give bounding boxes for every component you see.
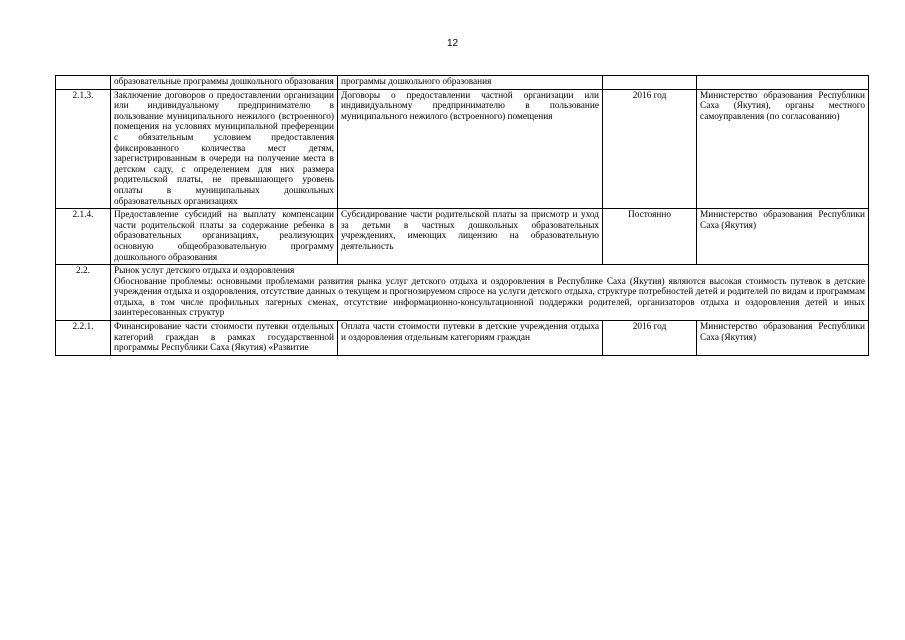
section-title: Рынок услуг детского отдыха и оздоровления [114,266,295,277]
row-number [56,76,111,90]
measure-cell: Финансирование части стоимости путевки отдельных категорий граждан в рамках государственной программы Республики Саха (Якутия) «Развитие [111,321,338,356]
table-row [56,89,869,209]
term-cell [603,76,697,90]
table-row [56,76,869,90]
result-cell: Оплата части стоимости путевки в детские учреждения отдыха и оздоровления отдельным категориям граждан [338,321,603,356]
result-cell: Субсидирование части родительской платы за присмотр и уход за детьми в частных дошкольных образовательных учреждениях, имеющих лицензию на образовательную деятельность [338,209,603,265]
measure-cell: Предоставление субсидий на выплату компенсации части родительской платы за содержание ребенка в образовательных организациях, реализующих основную общеобразовательную программу дошкольного образования [111,209,338,265]
section-cell [111,265,869,321]
measure-cell: Заключение договоров о предоставлении организации или индивидуальному предпринимателю в пользование муниципального нежилого (встроенного) помещения на условиях муниципальной преференции с обязательным условием предоставления фиксированного количества мест детям, зарегистрированным в очереди на получение места в детском саду, с определением для них размера родительской платы, не превышающего уровень оплаты в муниципальных дошкольных образовательных организациях [111,89,338,209]
measure-cell: образовательные программы дошкольного образования [111,76,338,90]
section-number: 2.2. [56,265,111,321]
table-row [56,321,869,356]
result-cell: программы дошкольного образования [338,76,603,90]
term-cell: 2016 год [603,89,697,209]
term-cell: 2016 год [603,321,697,356]
table-row [56,209,869,265]
row-number: 2.1.3. [56,89,111,209]
executor-cell [697,76,869,90]
page-number: 12 [446,38,459,49]
term-cell: Постоянно [603,209,697,265]
executor-cell: Министерство образования Республики Саха (Якутия), органы местного самоуправления (по согласованию) [697,89,869,209]
measures-table [55,75,869,356]
section-text: Обоснование проблемы: основными проблемами развития рынка услуг детского отдыха и оздоровления в Республике Саха (Якутия) являются высокая стоимость путевок в детские учреждения отдыха и оздоровления, отсутствие данных о текущем и прогнозируемом спросе на услуги детского отдыха, структуре потребностей детей и родителей по видам и программам отдыха, в том числе профильных лагерных сменах, отсутствие информационно-консультационной поддержки родителей, организаторов отдыха и оздоровления детей и иных заинтересованных структур [114,276,865,319]
section-row [56,265,869,321]
executor-cell: Министерство образования Республики Саха (Якутия) [697,209,869,265]
row-number: 2.1.4. [56,209,111,265]
result-cell: Договоры о предоставлении частной организации или индивидуальному предпринимателю в пользование муниципального нежилого (встроенного) помещения [338,89,603,209]
executor-cell: Министерство образования Республики Саха (Якутия) [697,321,869,356]
row-number: 2.2.1. [56,321,111,356]
